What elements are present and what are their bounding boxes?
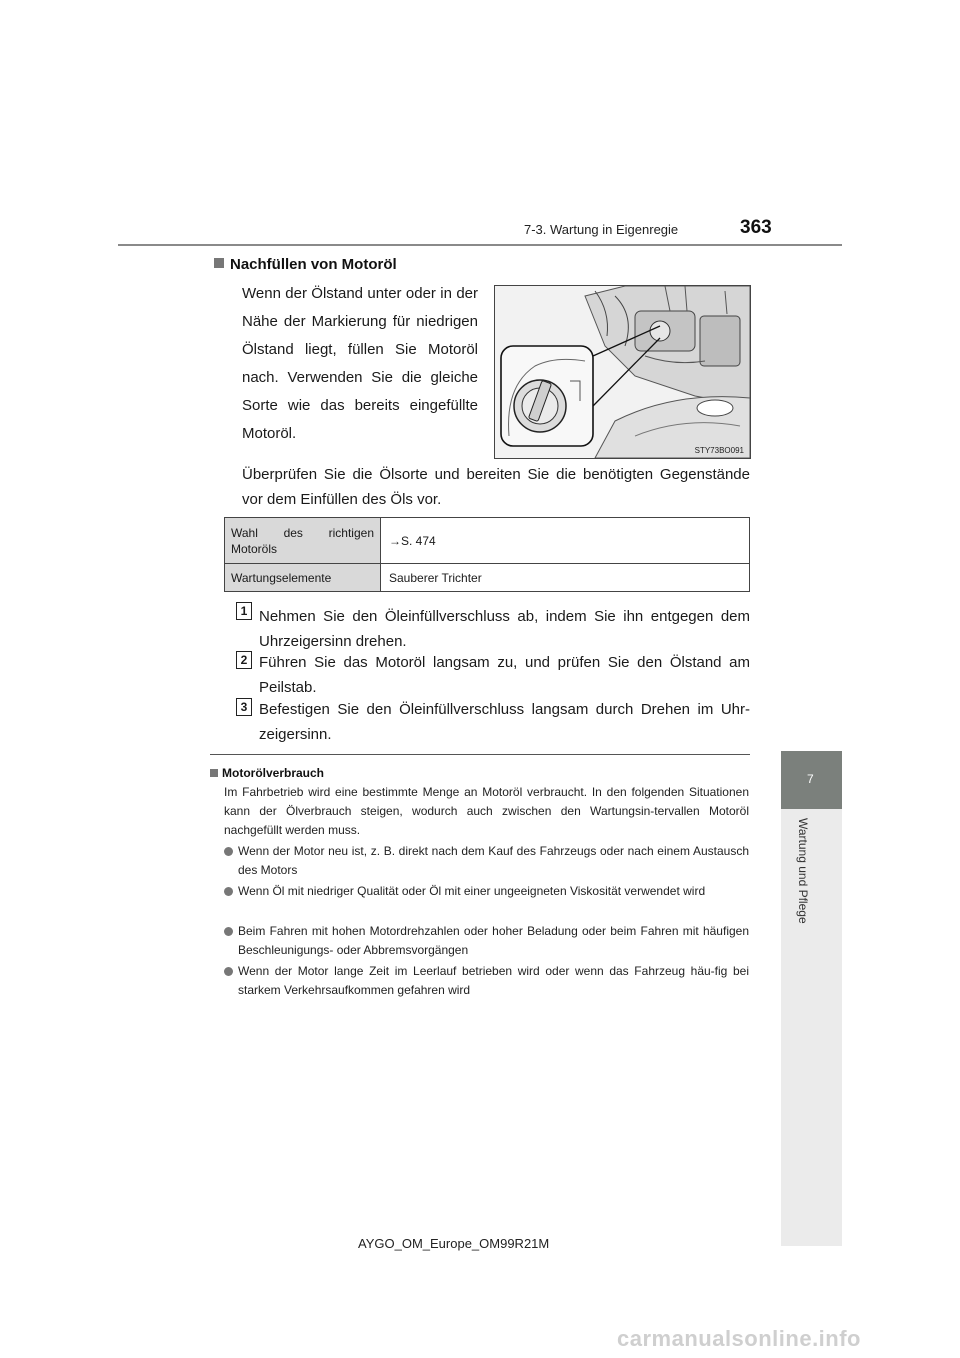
info-body-text: Im Fahrbetrieb wird eine bestimmte Menge an Motoröl verbraucht. In den folgenden Situationen kann der Ölverbrauch steigen, wodurch auch zwischen den Wartungsin-tervallen Motoröl nachgefüllt werden muss. <box>224 785 749 837</box>
site-watermark: carmanualsonline.info <box>617 1326 861 1351</box>
table-label-line: Wahl des richtigen <box>231 525 374 540</box>
list-item-text: Beim Fahren mit hohen Motordrehzahlen oder hoher Beladung oder beim Fahren mit häufigen Beschleunigungs- oder Abbremsvorgängen <box>238 924 749 957</box>
square-bullet-icon <box>214 258 224 268</box>
step-number-badge: 1 <box>236 602 252 620</box>
step-number-badge: 2 <box>236 651 252 669</box>
header-section-title: 7-3. Wartung in Eigenregie <box>524 222 679 237</box>
chapter-number: 7 <box>807 772 814 786</box>
required-items-table <box>224 517 750 592</box>
chapter-tab <box>781 751 842 809</box>
table-label-cell: Wartungselemente <box>225 564 381 592</box>
info-divider <box>210 754 750 755</box>
chapter-side-bar <box>781 809 842 1246</box>
circle-bullet-icon <box>224 927 233 936</box>
step-text: Befestigen Sie den Öleinfüllverschluss langsam durch Drehen im Uhr-zeigersinn. <box>259 701 750 743</box>
preparation-paragraph: Überprüfen Sie die Ölsorte und bereiten Sie die benötigten Gegenstände vor dem Einfüllen des Öls vor. <box>242 466 750 508</box>
step-text: Nehmen Sie den Öleinfüllverschluss ab, indem Sie ihn entgegen dem Uhrzeigersinn drehen. <box>259 608 750 650</box>
table-label-line: Motoröls <box>231 541 278 556</box>
engine-oil-cap-illustration <box>494 285 751 459</box>
page-number: 363 <box>740 217 772 238</box>
table-value-cell: Sauberer Trichter <box>381 564 750 592</box>
step-text: Führen Sie das Motoröl langsam zu, und prüfen Sie den Ölstand am Peilstab. <box>259 654 750 696</box>
info-heading <box>210 766 324 780</box>
table-row <box>225 518 750 564</box>
table-label-cell <box>225 518 381 564</box>
circle-bullet-icon <box>224 967 233 976</box>
circle-bullet-icon <box>224 887 233 896</box>
chapter-label: Wartung und Pflege <box>796 818 810 924</box>
info-heading-text: Motorölverbrauch <box>222 766 325 780</box>
square-bullet-icon <box>210 769 218 777</box>
table-value-cell: →S. 474 <box>381 518 750 564</box>
table-row <box>225 564 750 592</box>
list-item-text: Wenn Öl mit niedriger Qualität oder Öl mit einer ungeeigneten Viskosität verwendet wird <box>238 884 706 898</box>
header-divider <box>118 244 842 246</box>
list-item-text: Wenn der Motor lange Zeit im Leerlauf betrieben wird oder wenn das Fahrzeug häu-fig bei starkem Verkehrsaufkommen gefahren wird <box>238 964 749 997</box>
intro-paragraph: Wenn der Ölstand unter oder in der Nähe der Markierung für niedrigen Ölstand liegt, füllen Sie Motoröl nach. Verwenden Sie die gleiche Sorte wie das bereits eingefüllte Motoröl. <box>242 285 478 442</box>
list-item-text: Wenn der Motor neu ist, z. B. direkt nach dem Kauf des Fahrzeugs oder nach einem Austausch des Motors <box>238 844 749 877</box>
engine-bay-drawing <box>495 286 750 458</box>
step-number-badge: 3 <box>236 698 252 716</box>
section-heading-text: Nachfüllen von Motoröl <box>230 256 397 273</box>
section-heading <box>214 256 397 273</box>
document-id: AYGO_OM_Europe_OM99R21M <box>358 1236 550 1251</box>
circle-bullet-icon <box>224 847 233 856</box>
figure-code: STY73BO091 <box>694 446 744 455</box>
